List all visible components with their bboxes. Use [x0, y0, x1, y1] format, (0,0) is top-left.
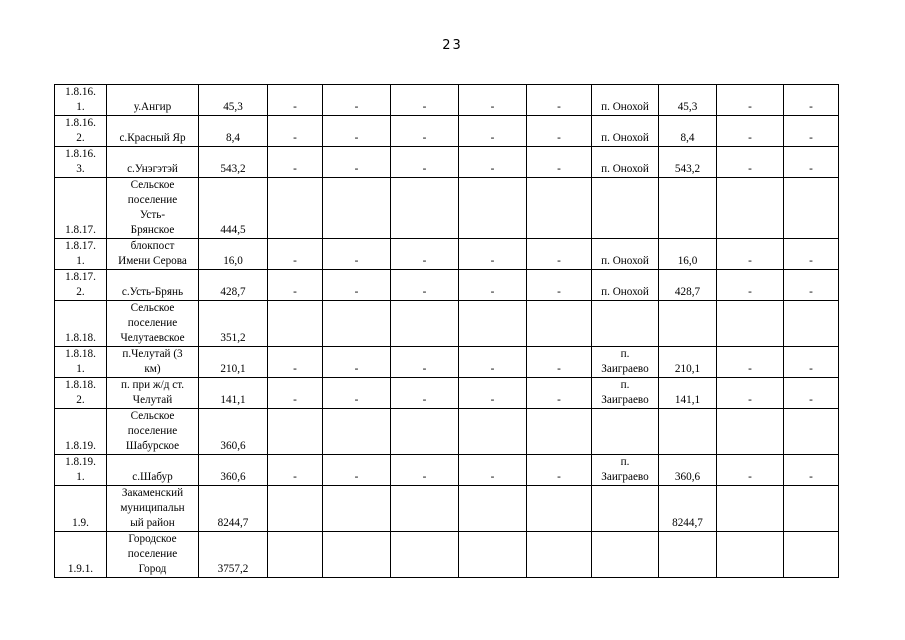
dash-cell-3: - — [391, 378, 459, 409]
settlement-name-cell — [107, 301, 199, 347]
settlement-name-cell-line: Город — [138, 563, 167, 575]
dash-cell-2: - — [323, 85, 391, 116]
dash-cell-6: - — [717, 270, 784, 301]
dash-cell-6: - — [717, 85, 784, 116]
row-number-cell-line: 1. — [76, 101, 85, 113]
row-number-cell-line: 3. — [76, 163, 85, 175]
row-number-cell-line: 1.8.19. — [65, 456, 96, 468]
row-number-cell — [55, 486, 107, 532]
settlement-name-cell — [107, 486, 199, 532]
dash-cell-7: - — [784, 85, 839, 116]
dash-cell-6: - — [717, 347, 784, 378]
place-cell-line: п. Онохой — [601, 286, 649, 298]
dash-cell-5: - — [527, 378, 592, 409]
value2-cell: 141,1 — [659, 378, 717, 409]
settlement-name-cell — [107, 178, 199, 239]
place-cell-line: Заиграево — [601, 394, 649, 406]
row-number-cell — [55, 301, 107, 347]
row-number-cell-line: 1. — [76, 363, 85, 375]
place-cell — [592, 455, 659, 486]
settlement-name-cell — [107, 116, 199, 147]
row-number-cell-line: 1.8.17. — [65, 271, 96, 283]
dash-cell-3: - — [391, 239, 459, 270]
row-number-cell — [55, 378, 107, 409]
dash-cell-2 — [323, 178, 391, 239]
dash-cell-2 — [323, 301, 391, 347]
place-cell — [592, 239, 659, 270]
settlement-name-cell-line: у.Ангир — [133, 101, 172, 113]
row-number-cell — [55, 347, 107, 378]
value-cell: 8,4 — [199, 116, 268, 147]
dash-cell-3: - — [391, 147, 459, 178]
table-row — [55, 85, 839, 116]
row-number-cell — [55, 178, 107, 239]
dash-cell-7: - — [784, 378, 839, 409]
settlement-name-cell — [107, 85, 199, 116]
dash-cell-4: - — [459, 270, 527, 301]
place-cell-line: п. Онохой — [601, 132, 649, 144]
value-cell: 16,0 — [199, 239, 268, 270]
row-number-cell — [55, 409, 107, 455]
settlement-name-cell-line: Городское — [128, 533, 177, 545]
dash-cell-7 — [784, 486, 839, 532]
value2-cell: 428,7 — [659, 270, 717, 301]
dash-cell-4: - — [459, 116, 527, 147]
row-number-cell — [55, 116, 107, 147]
place-cell-line: п. Онохой — [601, 255, 649, 267]
dash-cell-6: - — [717, 455, 784, 486]
dash-cell-7 — [784, 409, 839, 455]
settlement-name-cell-line: Шабурское — [125, 440, 180, 452]
place-cell — [592, 347, 659, 378]
settlement-name-cell-line: Челутаевское — [120, 332, 185, 344]
place-cell — [592, 270, 659, 301]
settlement-name-cell — [107, 455, 199, 486]
dash-cell-5: - — [527, 347, 592, 378]
place-cell-line: Заиграево — [601, 363, 649, 375]
value-cell: 141,1 — [199, 378, 268, 409]
dash-cell-7 — [784, 532, 839, 578]
settlements-table — [54, 84, 839, 578]
dash-cell-4: - — [459, 347, 527, 378]
row-number-cell-line: 1.9.1. — [67, 563, 94, 575]
value2-cell — [659, 301, 717, 347]
dash-cell-4 — [459, 486, 527, 532]
settlement-name-cell — [107, 347, 199, 378]
table-row — [55, 116, 839, 147]
settlement-name-cell-line: блокпост — [130, 240, 175, 252]
row-number-cell — [55, 270, 107, 301]
place-cell-line: Заиграево — [601, 471, 649, 483]
value-cell: 360,6 — [199, 409, 268, 455]
settlement-name-cell — [107, 532, 199, 578]
dash-cell-5: - — [527, 85, 592, 116]
dash-cell-7: - — [784, 147, 839, 178]
dash-cell-5 — [527, 486, 592, 532]
dash-cell-6 — [717, 409, 784, 455]
settlement-name-cell — [107, 239, 199, 270]
dash-cell-3 — [391, 301, 459, 347]
row-number-cell-line: 1.8.17. — [65, 240, 96, 252]
place-cell-line: п. — [620, 348, 630, 360]
row-number-cell — [55, 239, 107, 270]
dash-cell-1: - — [268, 347, 323, 378]
dash-cell-4: - — [459, 378, 527, 409]
place-cell-line: п. — [620, 456, 630, 468]
settlement-name-cell-line: Сельское — [130, 179, 175, 191]
table-row — [55, 270, 839, 301]
dash-cell-2 — [323, 486, 391, 532]
dash-cell-6: - — [717, 239, 784, 270]
settlement-name-cell-line: с.Унэгэтэй — [127, 163, 178, 175]
dash-cell-1 — [268, 532, 323, 578]
place-cell — [592, 409, 659, 455]
place-cell-line: п. — [620, 379, 630, 391]
row-number-cell — [55, 147, 107, 178]
dash-cell-3: - — [391, 455, 459, 486]
dash-cell-3: - — [391, 270, 459, 301]
dash-cell-4 — [459, 301, 527, 347]
dash-cell-7 — [784, 301, 839, 347]
dash-cell-6 — [717, 178, 784, 239]
dash-cell-2: - — [323, 239, 391, 270]
table-row — [55, 239, 839, 270]
dash-cell-4 — [459, 532, 527, 578]
settlement-name-cell-line: Сельское — [130, 302, 175, 314]
dash-cell-2: - — [323, 270, 391, 301]
settlement-name-cell — [107, 378, 199, 409]
value-cell: 45,3 — [199, 85, 268, 116]
row-number-cell — [55, 532, 107, 578]
dash-cell-1: - — [268, 147, 323, 178]
settlement-name-cell — [107, 409, 199, 455]
dash-cell-5: - — [527, 270, 592, 301]
row-number-cell-line: 1.8.18. — [65, 332, 96, 344]
settlement-name-cell-line: поселение — [127, 548, 178, 560]
dash-cell-2 — [323, 409, 391, 455]
value-cell: 210,1 — [199, 347, 268, 378]
settlement-name-cell — [107, 147, 199, 178]
value-cell: 444,5 — [199, 178, 268, 239]
dash-cell-7: - — [784, 116, 839, 147]
dash-cell-3 — [391, 486, 459, 532]
page-number: 23 — [442, 38, 463, 53]
dash-cell-6: - — [717, 116, 784, 147]
table-row — [55, 378, 839, 409]
settlement-name-cell-line: Сельское — [130, 410, 175, 422]
value2-cell: 543,2 — [659, 147, 717, 178]
row-number-cell-line: 2. — [76, 394, 85, 406]
table-row — [55, 455, 839, 486]
dash-cell-1 — [268, 409, 323, 455]
row-number-cell-line: 1.8.18. — [65, 379, 96, 391]
dash-cell-2: - — [323, 347, 391, 378]
value2-cell: 360,6 — [659, 455, 717, 486]
place-cell — [592, 486, 659, 532]
place-cell — [592, 116, 659, 147]
row-number-cell-line: 1. — [76, 255, 85, 267]
dash-cell-6: - — [717, 378, 784, 409]
value-cell: 543,2 — [199, 147, 268, 178]
dash-cell-3: - — [391, 347, 459, 378]
dash-cell-1: - — [268, 455, 323, 486]
value-cell: 8244,7 — [199, 486, 268, 532]
table-row — [55, 347, 839, 378]
row-number-cell-line: 1.8.16. — [65, 117, 96, 129]
dash-cell-1: - — [268, 116, 323, 147]
dash-cell-4 — [459, 409, 527, 455]
dash-cell-5 — [527, 409, 592, 455]
row-number-cell-line: 2. — [76, 132, 85, 144]
value-cell: 360,6 — [199, 455, 268, 486]
dash-cell-2: - — [323, 455, 391, 486]
place-cell — [592, 147, 659, 178]
dash-cell-5 — [527, 178, 592, 239]
row-number-cell — [55, 85, 107, 116]
value-cell: 3757,2 — [199, 532, 268, 578]
dash-cell-5: - — [527, 116, 592, 147]
value2-cell: 8244,7 — [659, 486, 717, 532]
row-number-cell-line: 2. — [76, 286, 85, 298]
dash-cell-2 — [323, 532, 391, 578]
dash-cell-7 — [784, 178, 839, 239]
dash-cell-1: - — [268, 378, 323, 409]
settlement-name-cell-line: км) — [144, 363, 161, 375]
dash-cell-3: - — [391, 85, 459, 116]
place-cell-line: п. Онохой — [601, 101, 649, 113]
dash-cell-1: - — [268, 239, 323, 270]
place-cell-line: п. Онохой — [601, 163, 649, 175]
settlement-name-cell-line: ый район — [130, 517, 175, 529]
settlement-name-cell-line: с.Усть-Брянь — [121, 286, 184, 298]
value2-cell — [659, 532, 717, 578]
dash-cell-4 — [459, 178, 527, 239]
value2-cell — [659, 409, 717, 455]
dash-cell-6 — [717, 486, 784, 532]
row-number-cell — [55, 455, 107, 486]
settlement-name-cell-line: поселение — [127, 425, 178, 437]
place-cell — [592, 85, 659, 116]
dash-cell-2: - — [323, 378, 391, 409]
value2-cell: 210,1 — [659, 347, 717, 378]
value2-cell: 45,3 — [659, 85, 717, 116]
dash-cell-6: - — [717, 147, 784, 178]
dash-cell-6 — [717, 301, 784, 347]
dash-cell-3 — [391, 178, 459, 239]
place-cell — [592, 178, 659, 239]
settlement-name-cell-line: п. при ж/д ст. — [120, 379, 185, 391]
dash-cell-7: - — [784, 455, 839, 486]
dash-cell-1 — [268, 486, 323, 532]
dash-cell-1: - — [268, 85, 323, 116]
settlement-name-cell-line: с.Красный Яр — [119, 132, 186, 144]
dash-cell-4: - — [459, 147, 527, 178]
settlement-name-cell-line: поселение — [127, 194, 178, 206]
settlement-name-cell-line: Брянское — [130, 224, 175, 236]
row-number-cell-line: 1.8.16. — [65, 86, 96, 98]
dash-cell-3 — [391, 532, 459, 578]
settlement-name-cell-line: Имени Серова — [118, 255, 187, 267]
place-cell — [592, 532, 659, 578]
settlement-name-cell-line: Закаменский — [121, 487, 184, 499]
dash-cell-7: - — [784, 270, 839, 301]
dash-cell-7: - — [784, 347, 839, 378]
dash-cell-4: - — [459, 455, 527, 486]
dash-cell-7: - — [784, 239, 839, 270]
row-number-cell-line: 1.8.19. — [65, 440, 96, 452]
dash-cell-3 — [391, 409, 459, 455]
value-cell: 428,7 — [199, 270, 268, 301]
row-number-cell-line: 1.8.18. — [65, 348, 96, 360]
settlement-name-cell-line: поселение — [127, 317, 178, 329]
dash-cell-5 — [527, 532, 592, 578]
row-number-cell-line: 1. — [76, 471, 85, 483]
place-cell — [592, 378, 659, 409]
value-cell: 351,2 — [199, 301, 268, 347]
table-row — [55, 532, 839, 578]
table-row — [55, 409, 839, 455]
dash-cell-5: - — [527, 455, 592, 486]
dash-cell-3: - — [391, 116, 459, 147]
table-body — [55, 85, 839, 578]
row-number-cell-line: 1.9. — [72, 517, 89, 529]
dash-cell-1 — [268, 178, 323, 239]
table-row — [55, 301, 839, 347]
value2-cell — [659, 178, 717, 239]
settlement-name-cell-line: Челутай — [132, 394, 173, 406]
table-row — [55, 147, 839, 178]
table-row — [55, 486, 839, 532]
dash-cell-6 — [717, 532, 784, 578]
place-cell — [592, 301, 659, 347]
dash-cell-4: - — [459, 85, 527, 116]
dash-cell-4: - — [459, 239, 527, 270]
row-number-cell-line: 1.8.16. — [65, 148, 96, 160]
dash-cell-2: - — [323, 116, 391, 147]
dash-cell-5: - — [527, 239, 592, 270]
settlement-name-cell-line: Усть- — [139, 209, 166, 221]
settlement-name-cell-line: муниципальн — [120, 502, 185, 514]
settlement-name-cell — [107, 270, 199, 301]
dash-cell-5 — [527, 301, 592, 347]
settlement-name-cell-line: с.Шабур — [132, 471, 173, 483]
dash-cell-1: - — [268, 270, 323, 301]
dash-cell-1 — [268, 301, 323, 347]
dash-cell-2: - — [323, 147, 391, 178]
settlement-name-cell-line: п.Челутай (3 — [122, 348, 183, 360]
value2-cell: 16,0 — [659, 239, 717, 270]
table-row — [55, 178, 839, 239]
dash-cell-5: - — [527, 147, 592, 178]
row-number-cell-line: 1.8.17. — [65, 224, 96, 236]
value2-cell: 8,4 — [659, 116, 717, 147]
